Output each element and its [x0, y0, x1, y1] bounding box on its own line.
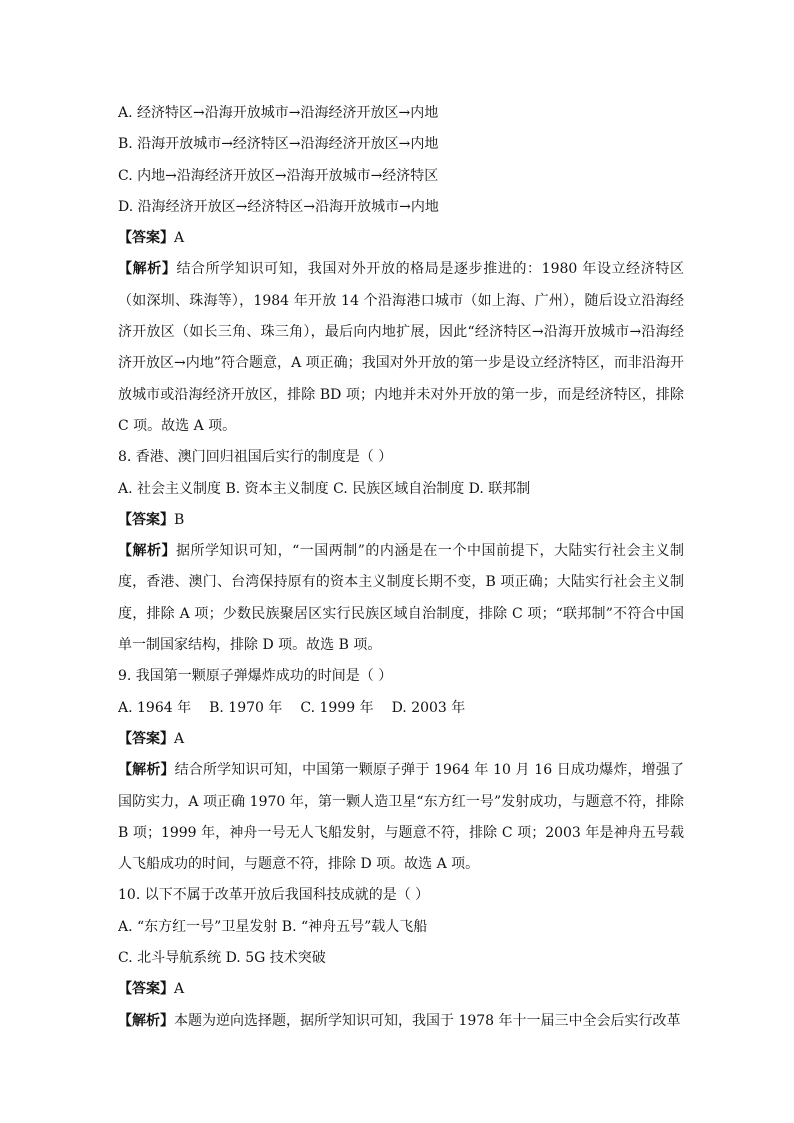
analysis-tag: 【解析】 — [118, 543, 177, 560]
q7-option-b: B. 沿海开放城市→经济特区→沿海经济开放区→内地 — [118, 136, 439, 153]
analysis-tag: 【解析】 — [118, 1012, 174, 1029]
document-page — [118, 98, 684, 1037]
q10-options-line-2: C. 北斗导航系统 D. 5G 技术突破 — [118, 950, 326, 967]
q7-option-c: C. 内地→沿海经济开放区→沿海开放城市→经济特区 — [118, 167, 439, 184]
q7-analysis — [118, 254, 684, 442]
q7-option-a: A. 经济特区→沿海开放城市→沿海经济开放区→内地 — [118, 105, 439, 121]
q9-options — [118, 693, 684, 724]
analysis-tag: 【解析】 — [118, 261, 177, 278]
q9-option-b: B. 1970 年 — [209, 699, 283, 716]
q8-answer — [118, 505, 684, 536]
answer-value: B — [174, 511, 185, 528]
q10-options-line-1: A. “东方红一号”卫星发射 B. “神舟五号”载人飞船 — [118, 918, 428, 935]
analysis-text: 据所学知识可知，“一国两制”的内涵是在一个中国前提下，大陆实行社会主义制度，香港、澳门、台湾保持原有的资本主义制度长期不变，B 项正确；大陆实行社会主义制度，排除 A 项；少数民族聚居区实行民族区域自治制度，排除 C 项；“联邦制”不符合中国单一制国家结构，排除 D 项。故选 B 项。 — [118, 543, 685, 654]
analysis-text: 结合所学知识可知，中国第一颗原子弹于 1964 年 10 月 16 日成功爆炸，增强了国防实力，A 项正确 1970 年，第一颗人造卫星“东方红一号”发射成功，与题意不符，排除 B 项；1999 年，神舟一号无人飞船发射，与题意不符，排除 C 项；2003 年是神舟五号载人飞船成功的时间，与题意不符，排除 D 项。故选 A 项。 — [118, 762, 684, 873]
analysis-text: 结合所学知识可知，我国对外开放的格局是逐步推进的：1980 年设立经济特区（如深圳、珠海等），1984 年开放 14 个沿海港口城市（如上海、广州），随后设立沿海经济开放区（如长三角、珠三角），最后向内地扩展，因此“经济特区→沿海开放城市→沿海经济开放区→内地”符合题意，A 项正确；我国对外开放的第一步是设立经济特区，而非沿海开放城市或沿海经济开放区，排除 BD 项；内地并未对外开放的第一步，而是经济特区，排除 C 项。故选 A 项。 — [118, 261, 685, 434]
q8-options: A. 社会主义制度 B. 资本主义制度 C. 民族区域自治制度 D. 联邦制 — [118, 480, 531, 497]
answer-value: A — [174, 981, 185, 998]
q9-stem: 9. 我国第一颗原子弹爆炸成功的时间是（ ） — [118, 668, 393, 685]
q10-stem: 10. 以下不属于改革开放后我国科技成就的是（ ） — [118, 887, 430, 904]
q9-answer — [118, 724, 684, 755]
q7-answer — [118, 223, 684, 254]
q8-stem: 8. 香港、澳门回归祖国后实行的制度是（ ） — [118, 449, 393, 466]
answer-value: A — [174, 230, 185, 247]
q10-analysis — [118, 1006, 684, 1037]
q9-option-c: C. 1999 年 — [300, 699, 374, 716]
q9-option-a: A. 1964 年 — [118, 699, 192, 716]
q9-analysis — [118, 755, 684, 880]
answer-tag: 【答案】 — [118, 511, 174, 528]
q8-analysis — [118, 536, 684, 661]
q7-option-d: D. 沿海经济开放区→经济特区→沿海开放城市→内地 — [118, 198, 439, 215]
answer-tag: 【答案】 — [118, 730, 174, 747]
answer-value: A — [174, 730, 185, 747]
analysis-text: 本题为逆向选择题，据所学知识可知，我国于 1978 年十一届三中全会后实行改革 — [174, 1012, 681, 1029]
answer-tag: 【答案】 — [118, 230, 174, 247]
answer-tag: 【答案】 — [118, 981, 174, 998]
analysis-tag: 【解析】 — [118, 762, 175, 779]
q10-answer — [118, 974, 684, 1005]
q9-option-d: D. 2003 年 — [391, 699, 466, 716]
